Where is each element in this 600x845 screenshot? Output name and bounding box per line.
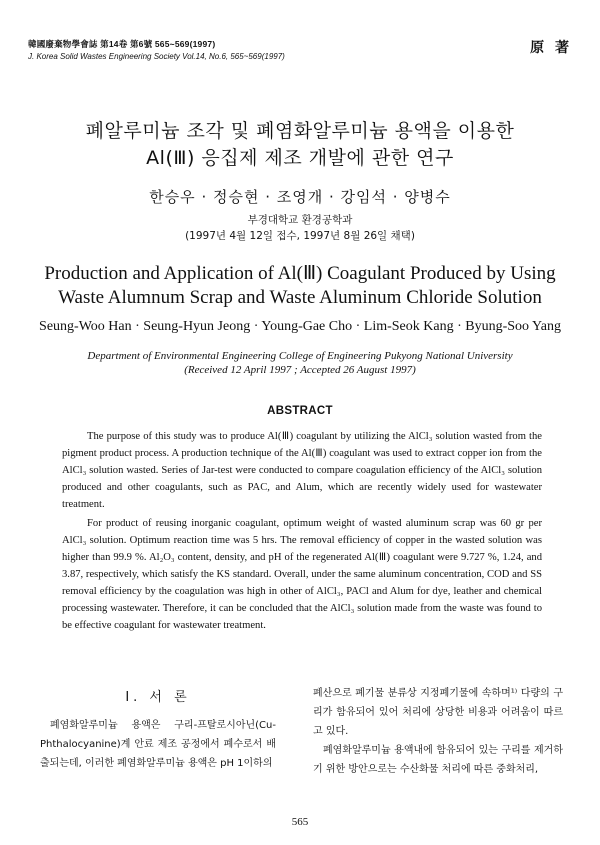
title-korean-line2: Al(Ⅲ) 응집제 제조 개발에 관한 연구: [146, 147, 454, 169]
title-korean: [0, 118, 600, 172]
affiliation-english-dates: (Received 12 April 1997 ; Accepted 26 August 1997): [184, 364, 416, 376]
affiliation-korean: [0, 212, 600, 244]
affiliation-korean-dept: 부경대학교 환경공학과: [247, 214, 353, 226]
intro-left-paragraph: 폐염화알루미늄 용액은 구리-프탈로시아닌(Cu-Phthalocyanine)계 안료 제조 공정에서 폐수로서 배출되는데, 이러한 폐염화알루미늄 용액은 pH 1이하의: [40, 720, 276, 769]
abstract-heading: ABSTRACT: [267, 405, 333, 417]
intro-right-paragraph-1: 폐산으로 폐기물 분류상 지정폐기물에 속하며¹⁾ 다량의 구리가 함유되어 있어 처리에 상당한 비용과 어려움이 따르고 있다.: [313, 688, 563, 737]
journal-name-ko: 韓國廢棄物學會誌 第14卷 第6號 565~569(1997): [28, 39, 216, 49]
affiliation-korean-dates: (1997년 4월 12일 접수, 1997년 8월 26일 채택): [185, 230, 415, 242]
authors-korean: 한승우 · 정승현 · 조영개 · 강임석 · 양병수: [149, 188, 451, 206]
journal-header: [28, 38, 285, 61]
intro-right-paragraph-2: 폐염화알루미늄 용액내에 함유되어 있는 구리를 제거하기 위한 방안으로는 수산화물 처리에 따른 중화처리,: [313, 745, 563, 775]
article-type-badge: 原 著: [530, 40, 572, 56]
page-number: 565: [291, 816, 309, 828]
abstract-paragraph-1: The purpose of this study was to produce Al(Ⅲ) coagulant by utilizing the AlCl₃ solution wasted from the pigment product process. A production technique of the Al(Ⅲ) coagulant was used to extract copper ion from the AlCl₃ solution wasted. Series of Jar-test were conducted to compare coagulation efficiency of the AlCl₃ solution produced and other coagulants, such as PAC, and Alum, which are recently widely used for wastewater treatment.: [62, 431, 542, 510]
title-english: [0, 262, 600, 310]
journal-name-en: J. Korea Solid Wastes Engineering Society Vol.14, No.6, 565~569(1997): [28, 52, 285, 61]
authors-english: Seung-Woo Han · Seung-Hyun Jeong · Young-Gae Cho · Lim-Seok Kang · Byung-Soo Yang: [39, 319, 561, 334]
intro-left-column: [40, 716, 276, 773]
intro-right-column: [313, 684, 563, 779]
abstract-paragraph-2: For product of reusing inorganic coagulant, optimum weight of wasted aluminum scrap was 60 gr per AlCl₃ solution. Optimum reaction time was 5 hrs. The removal efficiency of copper in the wasted solution was higher than 99.9 %. Al₂O₃ content, density, and pH of the regenerated Al(Ⅲ) coagulant were 9.727 %, 1.24, and 3.87, respectively, which satisfy the KS standard. Overall, under the same aluminum concentration, COD and SS removal efficiency by the coagulation was high in other of AlCl₃, PACl and Alum for dye, leather and chemical processing wastewater. Therefore, it can be concluded that the AlCl₃ solution made from the waste was found to be effective coagulant for wastewater treatment.: [62, 518, 542, 631]
title-english-line2: Waste Alumnum Scrap and Waste Aluminum Chloride Solution: [58, 287, 542, 308]
title-korean-line1: 폐알루미늄 조각 및 폐염화알루미늄 용액을 이용한: [85, 120, 515, 142]
affiliation-english-dept: Department of Environmental Engineering College of Engineering Pukyong National University: [87, 350, 513, 362]
abstract-body: [62, 428, 542, 634]
section-heading-introduction: Ⅰ. 서 론: [125, 690, 191, 705]
title-english-line1: Production and Application of Al(Ⅲ) Coagulant Produced by Using: [44, 263, 556, 284]
affiliation-english: [0, 349, 600, 377]
